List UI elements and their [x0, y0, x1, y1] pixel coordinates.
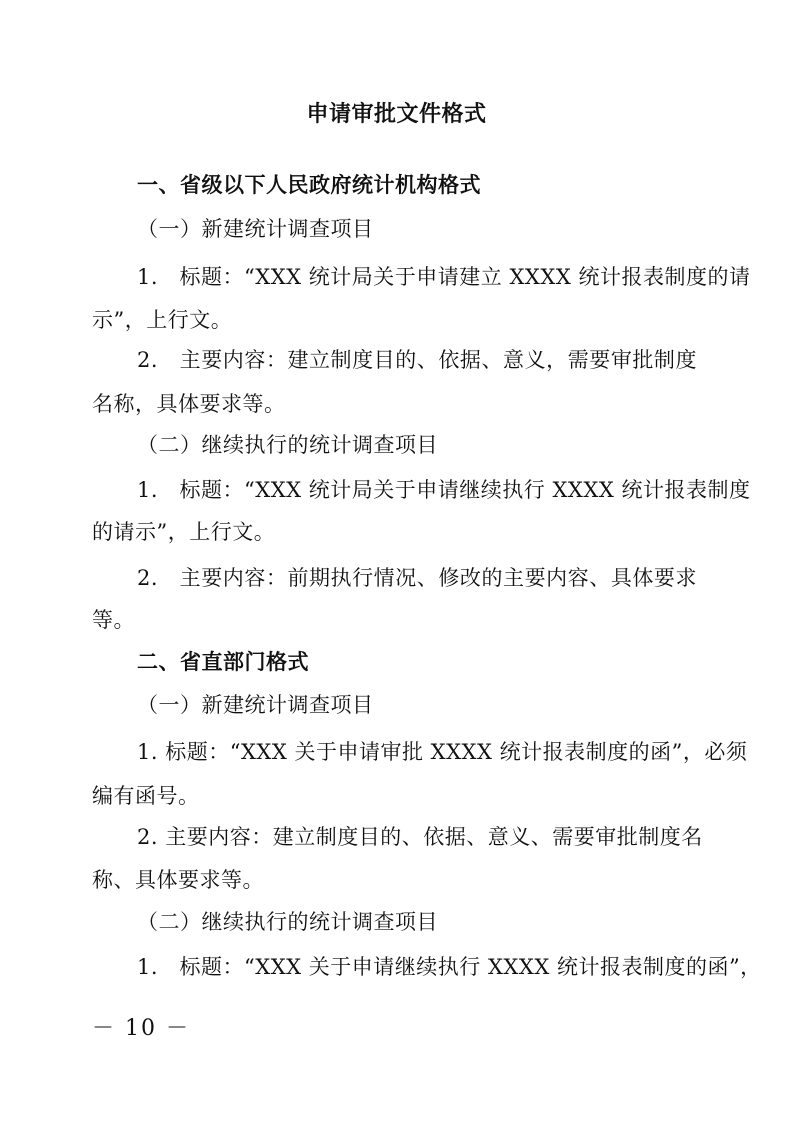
- section1-sub2-item1-line2: 的请示”，上行文。: [92, 520, 276, 544]
- section1-sub2-heading: （二）继续执行的统计调查项目: [137, 433, 438, 457]
- section1-sub1-item1-line1: 1. 标题：“XXX 统计局关于申请建立 XXXX 统计报表制度的请: [137, 265, 751, 289]
- section1-sub2-item2-line1: 2. 主要内容：前期执行情况、修改的主要内容、具体要求: [137, 566, 697, 590]
- section1-sub1-heading: （一）新建统计调查项目: [137, 217, 374, 241]
- section1-sub1-item1-line2: 示”，上行文。: [92, 308, 233, 332]
- section2-heading: 二、省直部门格式: [137, 650, 309, 674]
- page-number: － 10 －: [92, 1016, 190, 1041]
- section2-sub2-heading: （二）继续执行的统计调查项目: [137, 910, 438, 934]
- section2-sub1-heading: （一）新建统计调查项目: [137, 693, 374, 717]
- section2-sub2-item1-line1: 1. 标题：“XXX 关于申请继续执行 XXXX 统计报表制度的函”，: [137, 955, 762, 979]
- section1-sub1-item2-line2: 名称，具体要求等。: [92, 392, 286, 416]
- section1-sub2-item2-line2: 等。: [92, 608, 135, 632]
- section2-sub1-item1-line1: 1. 标题：“XXX 关于申请审批 XXXX 统计报表制度的函”，必须: [137, 740, 748, 764]
- section1-sub1-item2-line1: 2. 主要内容：建立制度目的、依据、意义，需要审批制度: [137, 348, 697, 372]
- document-title: 申请审批文件格式: [306, 102, 487, 127]
- section1-sub2-item1-line1: 1. 标题：“XXX 统计局关于申请继续执行 XXXX 统计报表制度: [137, 478, 751, 502]
- section2-sub1-item1-line2: 编有函号。: [92, 784, 200, 808]
- section2-sub1-item2-line2: 称、具体要求等。: [92, 868, 264, 892]
- section1-heading: 一、省级以下人民政府统计机构格式: [137, 173, 481, 197]
- section2-sub1-item2-line1: 2. 主要内容：建立制度目的、依据、意义、需要审批制度名: [137, 825, 703, 849]
